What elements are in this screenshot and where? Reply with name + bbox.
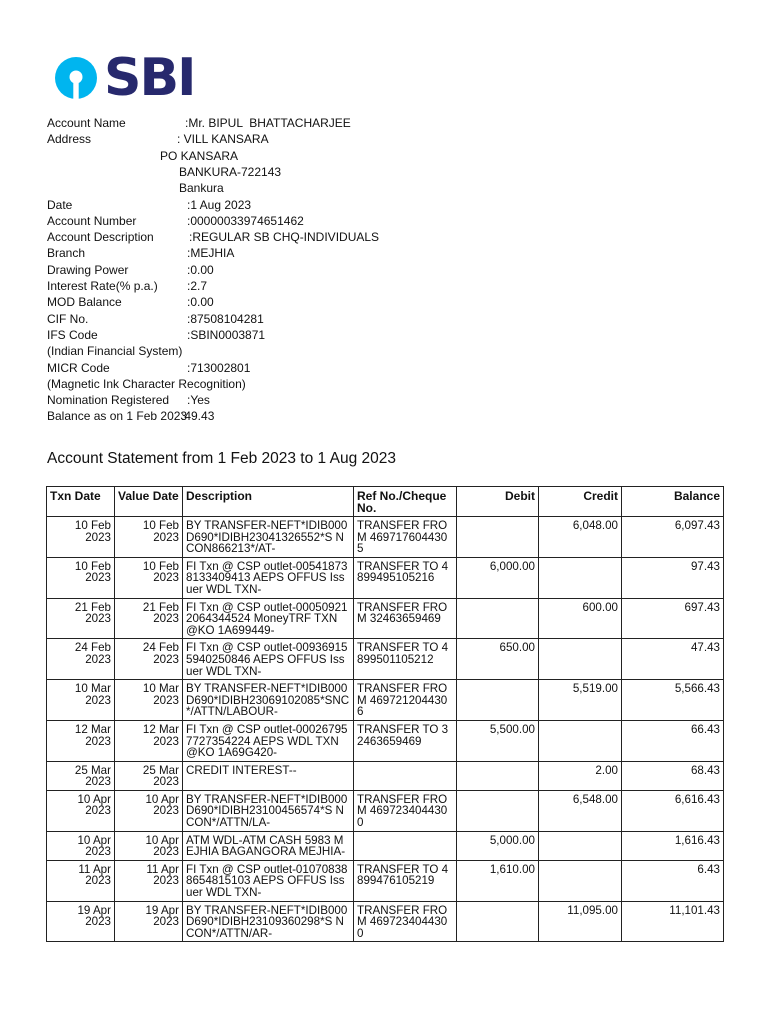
table-row [47,680,724,721]
cell-balance: 97.43 [622,557,724,598]
account-field-value: :SBIN0003871 [187,327,266,342]
cell-balance: 6,097.43 [622,517,724,558]
account-field-value: :2.7 [187,279,208,293]
cell-ref: TRANSFER TO 4899501105212 [354,639,457,680]
account-field-label: (Indian Financial System) [47,344,183,359]
cell-value-date: 19 Apr 2023 [115,901,183,942]
cell-credit: 600.00 [539,598,622,639]
account-field-label: Branch [47,246,86,261]
cell-debit [457,517,539,558]
cell-description: FI Txn @ CSP outlet-000267957727354224 AEPS WDL TXN @KO 1A69G420- [183,720,354,761]
cell-txn-date: 24 Feb 2023 [47,639,115,680]
table-row [47,790,724,831]
cell-ref: TRANSFER TO 32463659469 [354,720,457,761]
account-field-label: MICR Code [47,360,110,375]
cell-credit [539,860,622,901]
account-field-label: Date [47,197,73,212]
cell-balance: 5,566.43 [622,680,724,721]
cell-credit [539,831,622,860]
account-field-label: Nomination Registered [47,393,170,408]
cell-value-date: 10 Mar 2023 [115,680,183,721]
cell-balance: 11,101.43 [622,901,724,942]
table-row [47,860,724,901]
col-header-balance: Balance [622,487,724,517]
cell-description: FI Txn @ CSP outlet-005418738133409413 AEPS OFFUS Issuer WDL TXN- [183,557,354,598]
cell-description: ATM WDL-ATM CASH 5983 MEJHIA BAGANGORA MEJHIA- [183,831,354,860]
transactions-table [46,486,724,942]
cell-txn-date: 19 Apr 2023 [47,901,115,942]
col-header-credit: Credit [539,487,622,517]
account-field-value: : VILL KANSARA [177,132,269,147]
table-row [47,598,724,639]
cell-ref: TRANSFER FROM 4697176044305 [354,517,457,558]
account-field-label: Account Description [47,230,154,245]
cell-credit: 6,048.00 [539,517,622,558]
cell-txn-date: 21 Feb 2023 [47,598,115,639]
table-row [47,639,724,680]
cell-txn-date: 10 Apr 2023 [47,790,115,831]
cell-value-date: 10 Apr 2023 [115,790,183,831]
account-field-label: Balance as on 1 Feb 2023 [47,409,188,424]
cell-credit [539,557,622,598]
account-field-label: IFS Code [47,327,98,342]
cell-description: BY TRANSFER-NEFT*IDIB000D690*IDIBH23069102085*SNC*/ATTN/LABOUR- [183,680,354,721]
cell-debit: 1,610.00 [457,860,539,901]
statement-title: Account Statement from 1 Feb 2023 to 1 Aug 2023 [47,450,396,467]
cell-balance: 697.43 [622,598,724,639]
cell-txn-date: 10 Feb 2023 [47,557,115,598]
account-field-value: :0.00 [187,295,214,310]
account-field-label: Address [47,132,92,147]
cell-txn-date: 11 Apr 2023 [47,860,115,901]
account-field-label: Account Name [47,116,126,130]
cell-description: FI Txn @ CSP outlet-000509212064344524 MoneyTRF TXN @KO 1A699449- [183,598,354,639]
cell-value-date: 10 Feb 2023 [115,517,183,558]
cell-balance: 47.43 [622,639,724,680]
cell-description: CREDIT INTEREST-- [183,761,354,790]
account-field-label: Account Number [47,213,137,228]
cell-ref: TRANSFER TO 4899495105216 [354,557,457,598]
cell-credit [539,720,622,761]
table-row [47,901,724,942]
cell-txn-date: 12 Mar 2023 [47,720,115,761]
cell-ref [354,831,457,860]
col-header-txn-date: Txn Date [47,487,115,517]
cell-value-date: 11 Apr 2023 [115,860,183,901]
cell-debit [457,901,539,942]
cell-ref: TRANSFER FROM 4697234044300 [354,901,457,942]
col-header-value-date: Value Date [115,487,183,517]
account-field-label: Interest Rate(% p.a.) [47,279,158,293]
account-field-value: Bankura [179,181,224,196]
account-field-value: :00000033974651462 [187,213,304,228]
cell-value-date: 10 Apr 2023 [115,831,183,860]
cell-txn-date: 25 Mar 2023 [47,761,115,790]
cell-balance: 6.43 [622,860,724,901]
account-field-value: :REGULAR SB CHQ-INDIVIDUALS [189,230,380,245]
cell-balance: 6,616.43 [622,790,724,831]
account-field-value: :1 Aug 2023 [187,197,252,212]
account-field-value: :MEJHIA [187,246,235,261]
cell-value-date: 10 Feb 2023 [115,557,183,598]
cell-credit: 2.00 [539,761,622,790]
table-row [47,557,724,598]
account-field-label: Drawing Power [47,262,129,277]
cell-debit [457,790,539,831]
account-field-value: :0.00 [187,262,214,277]
table-row [47,761,724,790]
col-header-description: Description [183,487,354,517]
cell-description: FI Txn @ CSP outlet-009369155940250846 AEPS OFFUS Issuer WDL TXN- [183,639,354,680]
cell-description: BY TRANSFER-NEFT*IDIB000D690*IDIBH23109360298*S N CON*/ATTN/AR- [183,901,354,942]
cell-debit [457,598,539,639]
cell-credit: 11,095.00 [539,901,622,942]
account-field-label: MOD Balance [47,295,122,310]
cell-credit [539,639,622,680]
account-field-label: CIF No. [47,311,89,326]
account-field-label: (Magnetic Ink Character Recognition) [47,376,246,391]
cell-ref: TRANSFER FROM 4697234044300 [354,790,457,831]
account-field-value: :Mr. BIPUL BHATTACHARJEE [185,116,351,130]
table-row [47,517,724,558]
table-header-row [47,487,724,517]
account-field-value: PO KANSARA [160,148,239,163]
cell-balance: 68.43 [622,761,724,790]
cell-debit [457,761,539,790]
cell-value-date: 25 Mar 2023 [115,761,183,790]
cell-credit: 6,548.00 [539,790,622,831]
cell-debit: 650.00 [457,639,539,680]
cell-ref: TRANSFER TO 4899476105219 [354,860,457,901]
account-field-value: :87508104281 [187,311,264,326]
account-field-value: :713002801 [187,360,251,375]
cell-value-date: 21 Feb 2023 [115,598,183,639]
account-field-value: BANKURA-722143 [179,164,282,179]
sbi-logo [54,48,195,108]
cell-credit: 5,519.00 [539,680,622,721]
cell-txn-date: 10 Feb 2023 [47,517,115,558]
account-field-value: :49.43 [181,409,215,424]
cell-balance: 66.43 [622,720,724,761]
col-header-ref: Ref No./Cheque No. [354,487,457,517]
cell-ref: TRANSFER FROM 32463659469 [354,598,457,639]
table-row [47,720,724,761]
cell-ref [354,761,457,790]
cell-ref: TRANSFER FROM 4697212044306 [354,680,457,721]
col-header-debit: Debit [457,487,539,517]
cell-txn-date: 10 Apr 2023 [47,831,115,860]
cell-debit [457,680,539,721]
cell-description: BY TRANSFER-NEFT*IDIB000D690*IDIBH23041326552*S NCON866213*/AT- [183,517,354,558]
cell-description: BY TRANSFER-NEFT*IDIB000D690*IDIBH23100456574*S N CON*/ATTN/LA- [183,790,354,831]
cell-value-date: 12 Mar 2023 [115,720,183,761]
cell-debit: 5,000.00 [457,831,539,860]
cell-debit: 5,500.00 [457,720,539,761]
cell-txn-date: 10 Mar 2023 [47,680,115,721]
account-field-value: :Yes [187,393,210,408]
sbi-logo-text: SBI [104,48,195,108]
cell-debit: 6,000.00 [457,557,539,598]
cell-value-date: 24 Feb 2023 [115,639,183,680]
cell-balance: 1,616.43 [622,831,724,860]
cell-description: FI Txn @ CSP outlet-010708388654815103 AEPS OFFUS Issuer WDL TXN- [183,860,354,901]
sbi-keyhole-icon [54,56,98,100]
table-row [47,831,724,860]
